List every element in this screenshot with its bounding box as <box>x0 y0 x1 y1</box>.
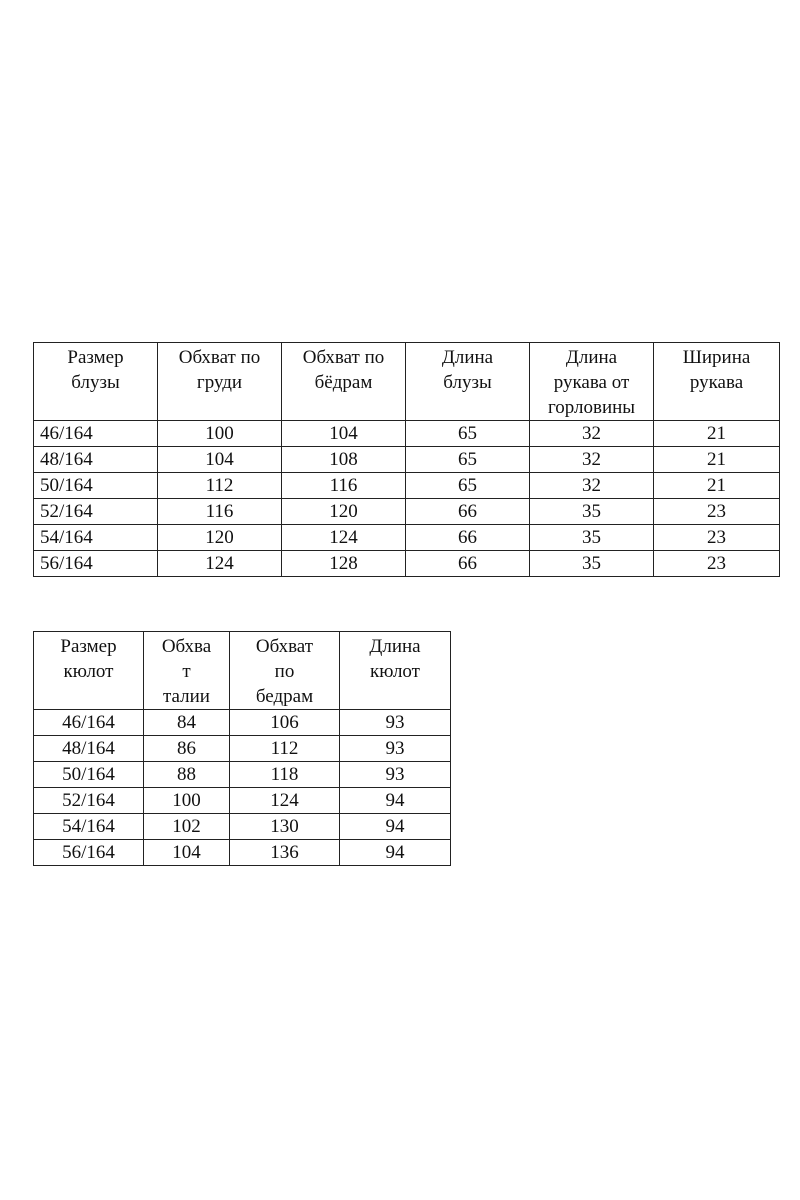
sleeve-width-cell: 21 <box>654 421 780 447</box>
size-cell: 50/164 <box>34 762 144 788</box>
size-cell: 52/164 <box>34 499 158 525</box>
hips-cell: 112 <box>230 736 340 762</box>
hips-cell: 104 <box>282 421 406 447</box>
hips-cell: 130 <box>230 814 340 840</box>
table-row <box>34 447 780 473</box>
chest-cell: 116 <box>158 499 282 525</box>
header-culotte-length: Длина кюлот <box>340 632 451 710</box>
size-cell: 56/164 <box>34 840 144 866</box>
chest-cell: 100 <box>158 421 282 447</box>
blouse-length-cell: 66 <box>406 499 530 525</box>
table-header-row <box>34 343 780 421</box>
blouse-length-cell: 66 <box>406 551 530 577</box>
hips-cell: 124 <box>282 525 406 551</box>
hips-cell: 108 <box>282 447 406 473</box>
culotte-length-cell: 93 <box>340 736 451 762</box>
size-cell: 48/164 <box>34 736 144 762</box>
header-hips: Обхват по бёдрам <box>282 343 406 421</box>
sleeve-length-cell: 32 <box>530 421 654 447</box>
culotte-size-table <box>33 631 451 866</box>
culotte-length-cell: 93 <box>340 710 451 736</box>
blouse-length-cell: 65 <box>406 447 530 473</box>
header-size: Размер кюлот <box>34 632 144 710</box>
sleeve-length-cell: 35 <box>530 525 654 551</box>
waist-cell: 100 <box>144 788 230 814</box>
culotte-length-cell: 94 <box>340 840 451 866</box>
table-row <box>34 762 451 788</box>
hips-cell: 124 <box>230 788 340 814</box>
header-waist: Обхва т талии <box>144 632 230 710</box>
waist-cell: 84 <box>144 710 230 736</box>
table-row <box>34 814 451 840</box>
size-cell: 50/164 <box>34 473 158 499</box>
table-row <box>34 525 780 551</box>
header-sleeve-width: Ширина рукава <box>654 343 780 421</box>
culotte-length-cell: 94 <box>340 814 451 840</box>
hips-cell: 116 <box>282 473 406 499</box>
table-row <box>34 473 780 499</box>
hips-cell: 128 <box>282 551 406 577</box>
hips-cell: 120 <box>282 499 406 525</box>
blouse-length-cell: 66 <box>406 525 530 551</box>
hips-cell: 106 <box>230 710 340 736</box>
sleeve-width-cell: 23 <box>654 499 780 525</box>
sleeve-width-cell: 21 <box>654 473 780 499</box>
blouse-size-table <box>33 342 780 577</box>
size-cell: 56/164 <box>34 551 158 577</box>
header-chest: Обхват по груди <box>158 343 282 421</box>
chest-cell: 104 <box>158 447 282 473</box>
chest-cell: 124 <box>158 551 282 577</box>
sleeve-width-cell: 23 <box>654 525 780 551</box>
culotte-length-cell: 93 <box>340 762 451 788</box>
blouse-length-cell: 65 <box>406 421 530 447</box>
sleeve-length-cell: 32 <box>530 447 654 473</box>
size-cell: 46/164 <box>34 710 144 736</box>
size-cell: 48/164 <box>34 447 158 473</box>
size-cell: 52/164 <box>34 788 144 814</box>
size-cell: 54/164 <box>34 525 158 551</box>
table-row <box>34 840 451 866</box>
table-row <box>34 499 780 525</box>
header-blouse-length: Длина блузы <box>406 343 530 421</box>
chest-cell: 112 <box>158 473 282 499</box>
waist-cell: 102 <box>144 814 230 840</box>
chest-cell: 120 <box>158 525 282 551</box>
culotte-length-cell: 94 <box>340 788 451 814</box>
table-row <box>34 551 780 577</box>
table-header-row <box>34 632 451 710</box>
waist-cell: 104 <box>144 840 230 866</box>
size-cell: 54/164 <box>34 814 144 840</box>
waist-cell: 88 <box>144 762 230 788</box>
table-row <box>34 736 451 762</box>
hips-cell: 118 <box>230 762 340 788</box>
sleeve-width-cell: 21 <box>654 447 780 473</box>
size-cell: 46/164 <box>34 421 158 447</box>
blouse-length-cell: 65 <box>406 473 530 499</box>
header-sleeve-length: Длина рукава от горловины <box>530 343 654 421</box>
header-size: Размер блузы <box>34 343 158 421</box>
waist-cell: 86 <box>144 736 230 762</box>
sleeve-length-cell: 35 <box>530 499 654 525</box>
sleeve-length-cell: 32 <box>530 473 654 499</box>
table-row <box>34 421 780 447</box>
sleeve-length-cell: 35 <box>530 551 654 577</box>
hips-cell: 136 <box>230 840 340 866</box>
sleeve-width-cell: 23 <box>654 551 780 577</box>
header-hips: Обхват по бедрам <box>230 632 340 710</box>
table-row <box>34 710 451 736</box>
table-row <box>34 788 451 814</box>
